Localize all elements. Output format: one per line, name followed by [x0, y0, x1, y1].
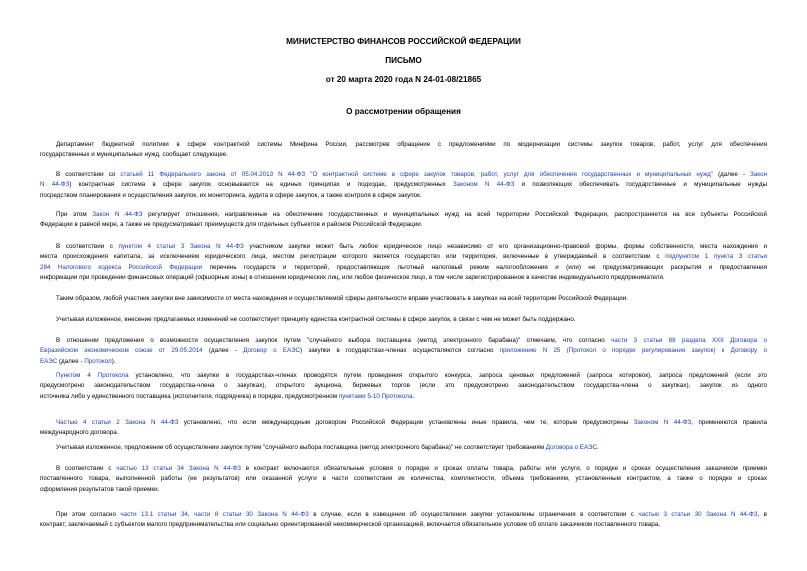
paragraph-line — [40, 294, 767, 304]
paragraph-line — [40, 210, 767, 220]
text-segment: поставленного товара, выполненной работы (ее результатов) или оказанной услуги в части соответствия их количества, комплектности, объема требованиям, установленным контрактом, а также о порядке и сроках — [40, 475, 767, 483]
legal-reference-link[interactable]: Евразийском экономическом союзе от 29.05.2014 — [40, 347, 203, 355]
legal-reference-link[interactable]: подпунктом 1 пункта 3 статьи — [665, 253, 767, 261]
paragraph-line — [40, 263, 767, 273]
paragraph-line — [40, 252, 767, 262]
paragraph — [40, 371, 767, 402]
paragraph-line — [40, 191, 767, 201]
text-segment: ) контрактная система в сфере закупок основывается на единых принципах и подходах, предусмотренных — [69, 181, 454, 189]
text-segment: Учитывая изложенное, предложение об осуществлении закупок путем "случайного выбора поставщика (метод электронного барабана)" не соответствует требованиям — [56, 444, 546, 451]
paragraph-line — [40, 392, 767, 402]
text-segment: . — [412, 392, 415, 400]
legal-reference-link[interactable]: Частью 4 статьи 2 Закона N 44-ФЗ — [56, 419, 179, 426]
text-segment: При этом — [56, 211, 93, 218]
paragraph — [40, 510, 767, 531]
paragraph-line — [40, 140, 767, 150]
ministry-heading: МИНИСТЕРСТВО ФИНАНСОВ РОССИЙСКОЙ ФЕДЕРАЦИИ — [286, 37, 521, 46]
paragraph-line — [40, 381, 767, 391]
legal-reference-link[interactable]: пунктами 5-10 Протокола — [338, 392, 413, 400]
text-segment: в контракт включаются обязательные условия о порядке и сроках оплаты товара, работы или услуги, о порядке и сроках осуществления заказчиком приемки — [240, 465, 767, 472]
paragraph — [40, 170, 767, 201]
text-segment: и позволяющих обеспечивать государственные и муниципальные нужды — [514, 181, 767, 189]
paragraph-line — [40, 242, 767, 252]
paragraph — [40, 418, 767, 439]
paragraph-line — [40, 170, 767, 180]
legal-reference-link[interactable]: пунктом 4 статьи 3 Закона N 44-ФЗ — [118, 243, 244, 250]
text-segment: Таким образом, любой участник закупки вне зависимости от места нахождения и осуществляемой сферы деятельности вправе участвовать в закупках на всей территории Российской Федерации. — [56, 295, 628, 302]
legal-reference-link[interactable]: Закон N 44-ФЗ — [92, 211, 143, 218]
paragraph — [40, 443, 767, 453]
text-segment: (далее - — [713, 171, 751, 178]
legal-reference-link[interactable]: частью 3 статьи 30 Закона N 44-ФЗ — [638, 511, 758, 518]
text-segment: государственных и муниципальных нужд, сообщает следующее. — [40, 151, 229, 159]
text-segment: посредством планирования и осуществления закупок, их мониторинга, аудита в сфере закупок, а также контроля в сфере закупок. — [40, 191, 422, 199]
legal-reference-link[interactable]: Пунктом 4 Протокола — [56, 372, 129, 379]
text-segment: Департамент бюджетной политики в сфере контрактной системы Минфина России, рассмотрев обращение с предложениями по модернизации системы закупок товаров, работ, услуг для обеспечения — [56, 141, 767, 148]
text-segment: перечень государств и территорий, предоставляющих льготный налоговый режим налогообложения и (или) не предусматривающих раскрытия и предоставления — [202, 263, 767, 271]
text-segment: контракт, заключаемый с субъектом малого предпринимательства или социально ориентированной некоммерческой организацией, включается обязательное условие об оплате заказчиком поставленного товара, — [40, 521, 660, 529]
text-segment: предусмотрено законодательством государства-члена о закупках), открытого аукциона, биржевых торгов (если это предусмотрено законодательством государства-члена о закупках), закупок из одного — [40, 382, 767, 390]
legal-reference-link[interactable]: Протокол — [84, 357, 112, 365]
paragraph — [40, 242, 767, 283]
text-segment: установлено, что закупки в государствах-членах проводятся путем проведения открытого конкурса, запроса ценовых предложений (запроса котировок), запроса предложений (если это — [128, 372, 767, 379]
text-segment: ). — [111, 357, 116, 365]
paragraph-line — [40, 474, 767, 484]
legal-reference-link[interactable]: N 44-ФЗ — [40, 181, 70, 189]
paragraph — [40, 464, 767, 495]
legal-reference-link[interactable]: Законом N 44-ФЗ — [633, 419, 692, 426]
text-segment: , в — [757, 511, 767, 518]
text-segment: . — [597, 444, 599, 451]
text-segment: В отношении предложения о возможности осуществления закупок путем "случайного выбора поставщика (метод электронного барабана)" отмечаем, что согласно — [56, 337, 612, 344]
legal-reference-link[interactable]: части 3 статьи 88 раздела XXII Договора о — [611, 337, 767, 344]
paragraph-line — [40, 418, 767, 428]
text-segment: В соответствии с — [56, 243, 119, 250]
text-segment: (далее - — [57, 357, 85, 365]
paragraph-line — [40, 346, 767, 356]
text-segment: В соответствии со — [56, 171, 121, 178]
paragraph-line — [40, 273, 767, 283]
paragraph-line — [40, 180, 767, 190]
paragraph — [40, 294, 767, 304]
paragraph-line — [40, 220, 767, 230]
text-segment: Учитывая изложенное, внесение предлагаемых изменений не соответствует принципу единства контрактной системы в сфере закупок, в связи с чем не может быть поддержано. — [56, 316, 576, 323]
legal-reference-link[interactable]: Договора о ЕАЭС — [545, 444, 597, 451]
document-date-number: от 20 марта 2020 года N 24-01-08/21865 — [325, 75, 482, 84]
text-segment: , — [187, 511, 195, 518]
legal-reference-link[interactable]: Закон — [750, 171, 767, 178]
paragraph — [40, 210, 767, 231]
text-segment: источника либо у единственного поставщика (исполнителя, подрядчика) в порядке, предусмотренном — [40, 392, 339, 400]
paragraph-line — [40, 485, 767, 495]
text-segment: в случае, если в извещении об осуществлении закупки установлены ограничения в соответствии с — [308, 511, 639, 518]
legal-reference-link[interactable]: части 8 статьи 30 Закона N 44-ФЗ — [194, 511, 309, 518]
paragraph — [40, 336, 767, 367]
paragraph-line — [40, 520, 767, 530]
paragraph-line — [40, 357, 767, 367]
text-segment: установлено, что если международным договором Российской Федерации установлены иные правила, чем те, которые предусмотрены — [178, 419, 634, 426]
document-subject: О рассмотрении обращения — [346, 107, 461, 116]
paragraph-line — [40, 315, 767, 325]
legal-reference-link[interactable]: статьей 11 Федерального закона от 05.04.2013 N 44-ФЗ "О контрактной системе в сфере закупок товаров, работ, услуг для обеспечения государственных и муниципальных нужд" — [120, 171, 714, 178]
text-segment: , применяются правила — [691, 419, 767, 426]
text-segment: оформления результатов такой приемки. — [40, 485, 160, 493]
text-segment: международного договора. — [40, 429, 119, 437]
legal-reference-link[interactable]: части 13.1 статьи 34 — [120, 511, 188, 518]
legal-reference-link[interactable]: приложению N 25 (Протокол о порядке регулирования закупок) к Договору о — [499, 347, 767, 355]
text-segment: участником закупки может быть любое юридическое лицо независимо от его организационно-правовой формы, формы собственности, места нахождения и — [243, 243, 767, 250]
legal-reference-link[interactable]: ЕАЭС — [40, 357, 58, 365]
text-segment: места происхождения капитала, за исключением юридического лица, местом регистрации которого является государство или территория, включенные в утверждаемый в соответствии с — [40, 253, 666, 261]
paragraph — [40, 140, 767, 161]
text-segment: ) закупки в государствах-членах осуществляются согласно — [300, 347, 500, 355]
text-segment: Федерации в равной мере, а также не предусматривает преимуществ для отдельных субъектов и районов Российской Федерации. — [40, 221, 423, 229]
paragraph-line — [40, 510, 767, 520]
text-segment: регулирует отношения, направленные на обеспечение государственных и муниципальных нужд на всей территории Российской Федерации, распространяется на все субъекты Российской — [142, 211, 767, 218]
legal-reference-link[interactable]: Договор о ЕАЭС — [243, 347, 301, 355]
text-segment: При этом согласно — [56, 511, 121, 518]
paragraph-line — [40, 443, 767, 453]
paragraph — [40, 315, 767, 325]
document-type: ПИСЬМО — [385, 56, 422, 65]
legal-reference-link[interactable]: Законом N 44-ФЗ — [453, 181, 515, 189]
paragraph-line — [40, 428, 767, 438]
text-segment: информации при проведении финансовых операций (офшорные зоны) в отношении юридических лиц, или любое физическое лицо, в том числе зарегистрированное в качестве индивидуального предпринимателя. — [40, 273, 665, 281]
legal-reference-link[interactable]: частью 13 статьи 34 Закона N 44-ФЗ — [116, 465, 241, 472]
paragraph-line — [40, 371, 767, 381]
legal-reference-link[interactable]: 284 Налогового кодекса Российской Федерации — [40, 263, 203, 271]
paragraph-line — [40, 464, 767, 474]
text-segment: (далее - — [202, 347, 244, 355]
paragraph-line — [40, 336, 767, 346]
paragraph-line — [40, 150, 767, 160]
text-segment: В соответствии с — [56, 465, 117, 472]
